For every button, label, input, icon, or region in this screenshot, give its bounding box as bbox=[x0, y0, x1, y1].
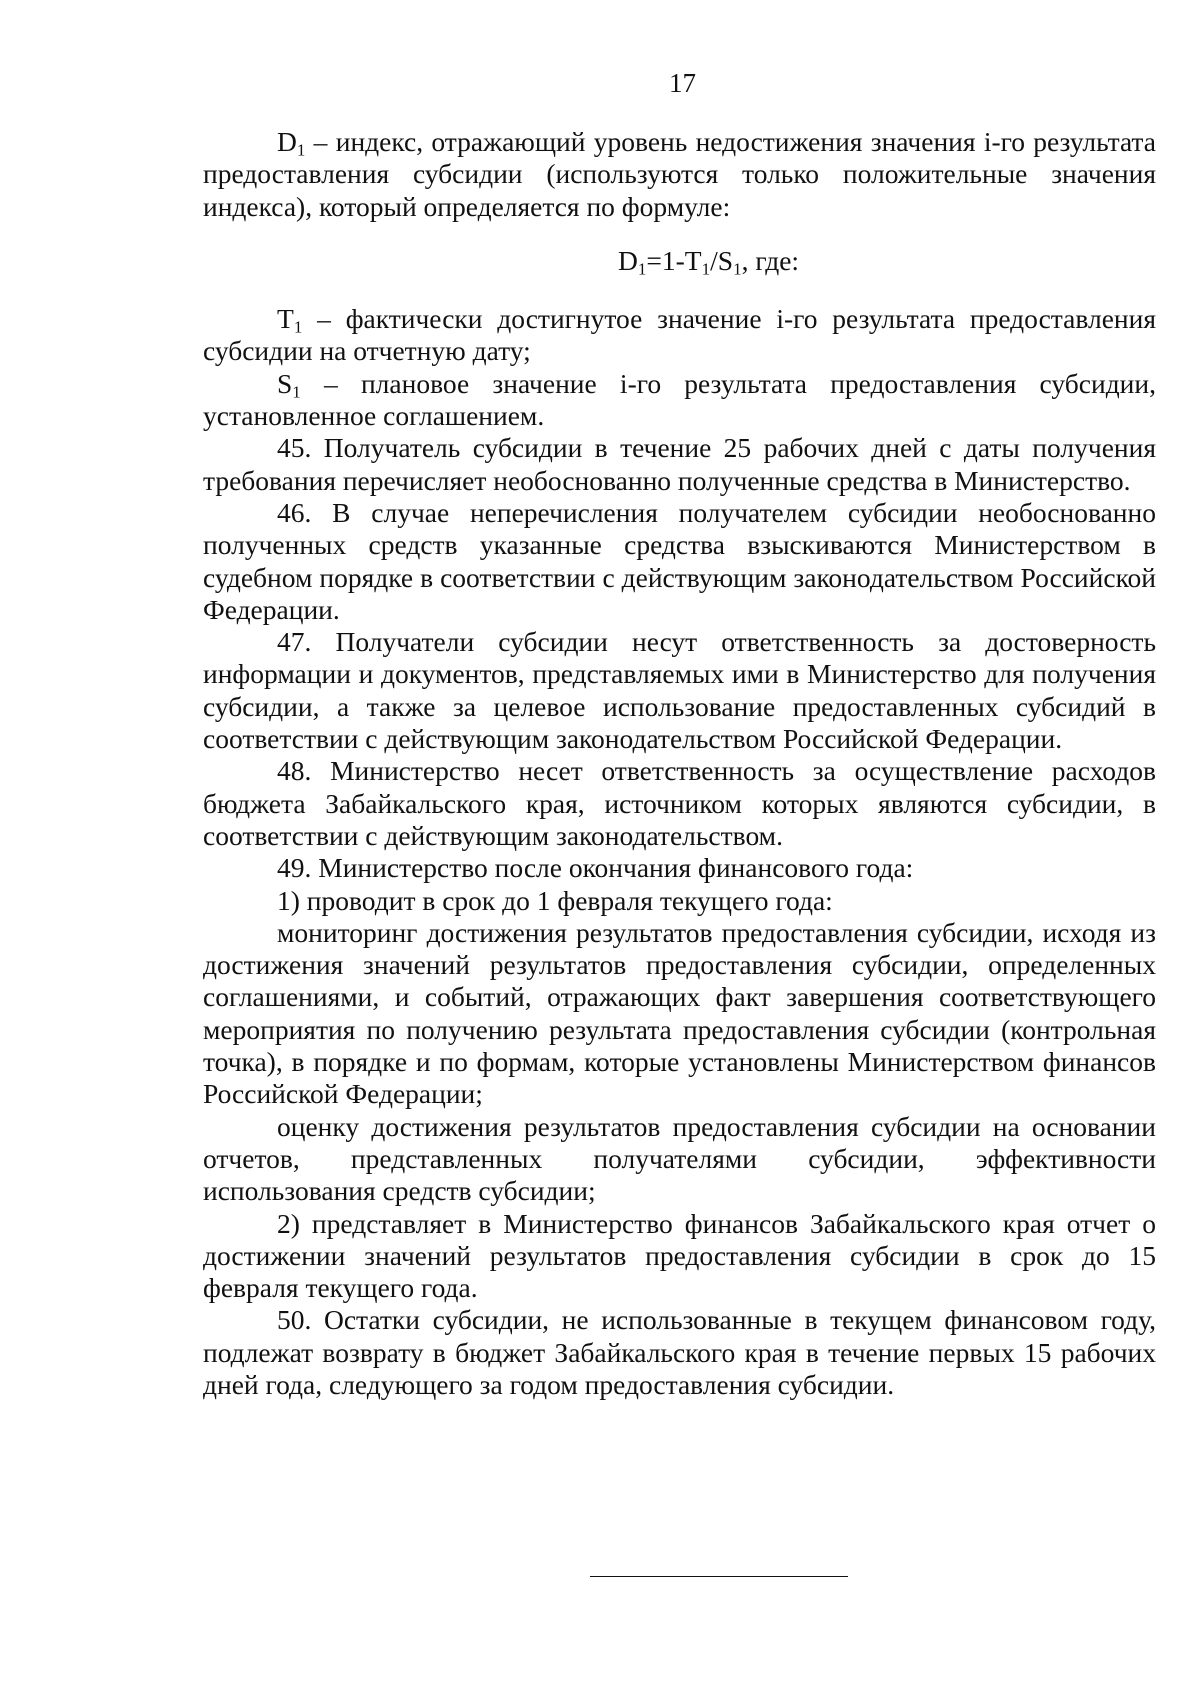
end-separator-line bbox=[590, 1576, 848, 1577]
var-d: D bbox=[277, 126, 297, 157]
definition-text: – индекс, отражающий уровень недостижения значения i-го результата предоставления субсидии (используются только положительные значения индекса), который определяется по формуле: bbox=[203, 126, 1156, 222]
page-number: 17 bbox=[669, 68, 696, 98]
formula bbox=[203, 245, 1156, 277]
paragraph-49: 49. Министерство после окончания финансового года: bbox=[277, 852, 914, 884]
definition-s1 bbox=[203, 368, 1156, 433]
paragraph-47: 47. Получатели субсидии несут ответственность за достоверность информации и документов, представляемых ими в Министерство для получения субсидии, а также за целевое использование предоставленных субсидий в соответствии с действующим законодательством Российской Федерации. bbox=[203, 626, 1156, 755]
formula-mid: =1-T bbox=[646, 244, 702, 276]
formula-slash: /S bbox=[710, 244, 734, 276]
paragraph-46: 46. В случае неперечисления получателем субсидии необоснованно полученных средств указанные средства взыскиваются Министерством в судебном порядке в соответствии с действующим законодательством Российской Федерации. bbox=[203, 496, 1156, 625]
subscript: 1 bbox=[733, 259, 742, 279]
var-s: S bbox=[277, 367, 293, 399]
paragraph-49-item-2: 2) представляет в Министерство финансов Забайкальского края отчет о достижении значений результатов предоставления субсидии в срок до 15 февраля текущего года. bbox=[203, 1207, 1156, 1304]
paragraph-45: 45. Получатель субсидии в течение 25 рабочих дней с даты получения требования перечисляет необоснованно полученные средства в Министерство. bbox=[203, 432, 1156, 496]
definition-text: – фактически достигнутое значение i-го результата предоставления субсидии на отчетную дату; bbox=[203, 303, 1156, 367]
var-t: T bbox=[277, 303, 294, 335]
paragraph-49-monitoring: мониторинг достижения результатов предоставления субсидии, исходя из достижения значений результатов предоставления субсидии, определенных соглашениями, и событий, отражающих факт завершения соответствующего мероприятия по получению результата предоставления субсидии (контрольная точка), в порядке и по формам, которые установлены Министерством финансов Российской Федерации; bbox=[203, 916, 1156, 1110]
definition-text: – плановое значение i-го результата предоставления субсидии, установленное соглашением. bbox=[203, 367, 1156, 432]
document-body bbox=[203, 126, 1156, 1401]
paragraph-50: 50. Остатки субсидии, не использованные в текущем финансовом году, подлежат возврату в бюджет Забайкальского края в течение первых 15 рабочих дней года, следующего за годом предоставления субсидии. bbox=[203, 1304, 1156, 1400]
paragraph-48: 48. Министерство несет ответственность за осуществление расходов бюджета Забайкальского края, источником которых являются субсидии, в соответствии с действующим законодательством. bbox=[203, 755, 1156, 851]
paragraph-49-assessment: оценку достижения результатов предоставления субсидии на основании отчетов, представленных получателями субсидии, эффективности использования средств субсидии; bbox=[203, 1110, 1156, 1207]
formula-d: D bbox=[618, 244, 638, 276]
paragraph-49-item-1: 1) проводит в срок до 1 февраля текущего года: bbox=[277, 884, 833, 916]
definition-d1 bbox=[203, 126, 1156, 223]
subscript: 1 bbox=[701, 259, 711, 279]
subscript: 1 bbox=[293, 317, 303, 337]
subscript: 1 bbox=[637, 259, 647, 279]
definition-t1 bbox=[203, 303, 1156, 368]
subscript: 1 bbox=[296, 140, 306, 160]
subscript: 1 bbox=[292, 382, 301, 402]
formula-tail: , где: bbox=[741, 244, 800, 276]
